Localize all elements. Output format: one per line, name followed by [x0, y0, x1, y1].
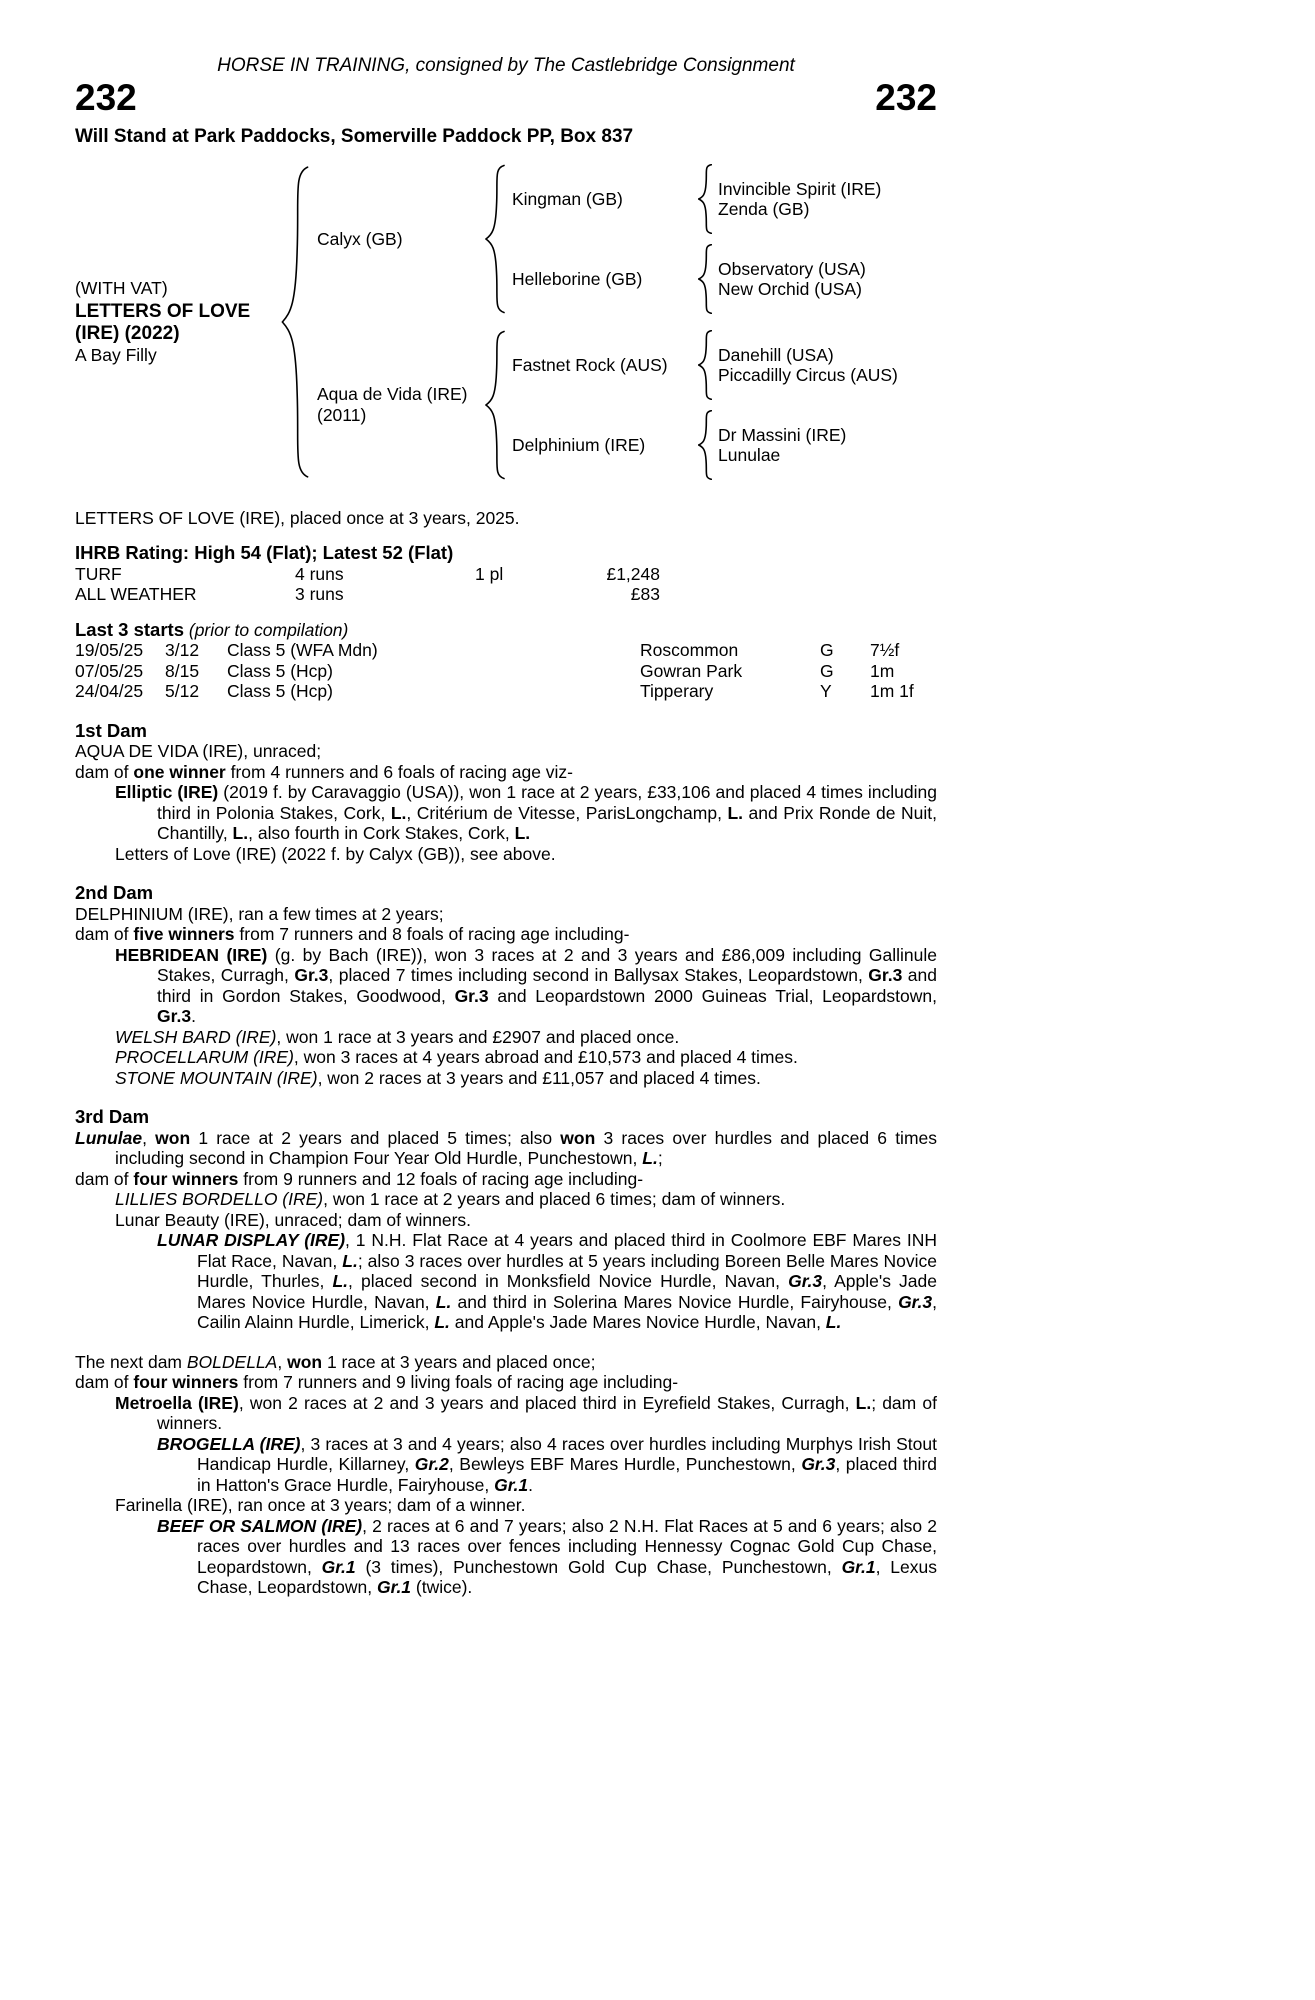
last3-row	[75, 640, 937, 661]
dam-sections	[75, 721, 937, 1598]
text-run: won	[287, 1351, 323, 1372]
brace-icon	[485, 164, 505, 314]
text-run: 3 races over hurdles and placed 6 times including second in Champion Four Year Old Hurdle, Punchestown,	[115, 1127, 938, 1169]
last3-date: 24/04/25	[75, 681, 144, 702]
text-run: Gr.3	[294, 965, 329, 986]
sire-dam-parents	[718, 259, 928, 299]
last3-position: 8/15	[165, 660, 200, 681]
text-run: Gr.1	[841, 1556, 876, 1577]
summary-earnings: £1,248	[606, 563, 660, 584]
last3-distance: 1m 1f	[870, 681, 914, 702]
sire-dam-name: Helleborine (GB)	[512, 268, 643, 289]
text-run: BOLDELLA	[186, 1351, 278, 1372]
last3-class: Class 5 (WFA Mdn)	[227, 640, 378, 661]
summary-surface: ALL WEATHER	[75, 584, 197, 605]
text-run: 1 race at 3 years and placed once;	[322, 1351, 596, 1372]
text-run: BROGELLA (IRE)	[157, 1433, 301, 1454]
text-run: L.	[855, 1392, 872, 1413]
text-run: , also fourth in Cork Stakes, Cork,	[248, 823, 515, 844]
text-run: ; also 3 races over hurdles at 5 years including Boreen Belle Mares Novice Hurdle, Thurles,	[197, 1250, 937, 1292]
pedigree-subject	[75, 278, 281, 366]
last3-going: G	[820, 640, 834, 661]
record-summary	[75, 564, 937, 605]
text-run: five winners	[133, 924, 235, 945]
text-run: L.	[435, 1291, 452, 1312]
last3-row	[75, 681, 937, 702]
sire-parents	[512, 164, 928, 314]
lot-number-row	[75, 76, 937, 118]
text-run: ;	[657, 1148, 663, 1169]
text-run: , won 2 races at 2 and 3 years and placed third in Eyrefield Stakes, Curragh,	[238, 1392, 856, 1413]
text-run: 1 race at 2 years and placed 5 times; also	[190, 1127, 561, 1148]
text-run: , won 3 races at 4 years abroad and £10,573 and placed 4 times.	[293, 1047, 798, 1068]
text-run: and Apple's Jade Mares Novice Hurdle, Navan,	[449, 1312, 826, 1333]
last-starts-block	[75, 620, 937, 702]
dam-name	[317, 384, 485, 425]
catalog-paragraph	[75, 1027, 937, 1048]
catalog-paragraph	[75, 1352, 937, 1373]
dam-dam-parents	[718, 425, 928, 465]
text-run: Lunulae	[75, 1127, 143, 1148]
text-run: BEEF OR SALMON (IRE)	[157, 1515, 363, 1536]
summary-earnings: £83	[630, 584, 660, 605]
text-run: LILLIES BORDELLO (IRE)	[115, 1189, 324, 1210]
brace-icon	[698, 164, 712, 234]
sire-dam-group	[512, 244, 928, 314]
text-run: Gr.1	[376, 1577, 412, 1598]
text-run: won	[560, 1127, 596, 1148]
ancestor-name: Zenda (GB)	[718, 198, 810, 219]
brace-icon	[698, 330, 712, 400]
catalog-paragraph	[75, 1169, 937, 1190]
consignor-line: HORSE IN TRAINING, consigned by The Castlebridge Consignment	[217, 55, 795, 76]
text-run: four winners	[133, 1372, 239, 1393]
last3-track: Roscommon	[640, 640, 739, 661]
text-run: dam of	[75, 924, 134, 945]
last3-date: 19/05/25	[75, 640, 144, 661]
with-vat-label: (WITH VAT)	[75, 277, 168, 298]
text-run: Gr.1	[494, 1474, 529, 1495]
brace-icon	[485, 330, 505, 480]
last3-track: Tipperary	[640, 681, 714, 702]
ancestor-name: Danehill (USA)	[718, 344, 834, 365]
text-run: ,	[277, 1351, 288, 1372]
text-run: L.	[390, 802, 407, 823]
page-content	[75, 56, 937, 1598]
summary-placed	[475, 584, 575, 605]
text-run: dam of	[75, 1168, 134, 1189]
last3-position: 5/12	[165, 681, 200, 702]
pedigree-text-section	[75, 1107, 937, 1333]
subject-name: LETTERS OF LOVE	[75, 301, 251, 323]
text-run: Elliptic (IRE)	[115, 782, 219, 803]
catalog-paragraph	[75, 844, 937, 865]
subject-description: A Bay Filly	[75, 345, 157, 366]
ancestor-name: Dr Massini (IRE)	[718, 424, 847, 445]
catalog-paragraph	[75, 1230, 937, 1333]
catalog-paragraph	[75, 782, 937, 844]
text-run: STONE MOUNTAIN (IRE)	[115, 1067, 318, 1088]
catalog-paragraph	[75, 924, 937, 945]
text-run: L.	[332, 1271, 349, 1292]
brace-icon	[698, 410, 712, 480]
text-run: AQUA DE VIDA (IRE), unraced;	[75, 741, 322, 762]
stand-location-line: Will Stand at Park Paddocks, Somerville Paddock PP, Box 837	[75, 126, 634, 148]
text-run: (2019 f. by Caravaggio (USA)), won 1 race at 2 years, £33,106 and placed 4 times including third in Polonia Stakes, Cork,	[157, 782, 937, 823]
lot-number-right: 232	[875, 76, 937, 118]
text-run: dam of	[75, 761, 134, 782]
catalog-paragraph	[75, 741, 937, 762]
text-run: HEBRIDEAN (IRE)	[115, 944, 268, 965]
text-run: L.	[514, 823, 531, 844]
text-run: Lunar Beauty (IRE), unraced; dam of winners.	[115, 1209, 472, 1230]
text-run: one winner	[133, 761, 226, 782]
subject-suffix: (IRE) (2022)	[75, 323, 180, 345]
text-run: Farinella (IRE), ran once at 3 years; dam of a winner.	[115, 1495, 526, 1516]
text-run: L.	[727, 802, 744, 823]
pedigree-text-section	[75, 721, 937, 865]
sire-sire-group	[512, 164, 928, 234]
text-run: Letters of Love (IRE) (2022 f. by Calyx (GB)), see above.	[115, 843, 556, 864]
section-heading: 2nd Dam	[75, 882, 154, 904]
sire-group	[317, 164, 928, 314]
summary-runs: 3 runs	[295, 584, 344, 605]
dam-name-text: Aqua de Vida (IRE)	[317, 384, 468, 405]
ancestor-name: Observatory (USA)	[718, 258, 866, 279]
text-run: and third in Gordon Stakes, Goodwood,	[157, 965, 938, 1006]
text-run: L.	[642, 1148, 658, 1169]
text-run: PROCELLARUM (IRE)	[115, 1047, 294, 1068]
text-run: ; dam of winners.	[157, 1392, 937, 1434]
ancestor-name: New Orchid (USA)	[718, 278, 862, 299]
last3-class: Class 5 (Hcp)	[227, 660, 333, 681]
text-run: Gr.3	[868, 965, 903, 986]
last3-going: G	[820, 660, 834, 681]
pedigree-text-section	[75, 883, 937, 1088]
last3-going: Y	[820, 681, 832, 702]
dam-sire-name: Fastnet Rock (AUS)	[512, 354, 668, 375]
dam-sire-parents	[718, 345, 928, 385]
catalog-paragraph	[75, 1372, 937, 1393]
text-run: DELPHINIUM (IRE), ran a few times at 2 years;	[75, 903, 444, 924]
lot-number-left: 232	[75, 76, 137, 118]
pedigree-text-section	[75, 1352, 937, 1598]
text-run: , 2 races at 6 and 7 years; also 2 N.H. Flat Races at 5 and 6 years; also 2 races over hurdles and 13 races over fences including Hennessy Cognac Gold Cup Chase, Leopardstown,	[197, 1515, 937, 1577]
section-heading: 1st Dam	[75, 719, 147, 741]
brace-icon	[281, 164, 309, 480]
rating-line: IHRB Rating: High 54 (Flat); Latest 52 (Flat)	[75, 542, 454, 564]
brace-icon	[698, 244, 712, 314]
text-run: ,	[142, 1127, 156, 1148]
ancestor-name: Piccadilly Circus (AUS)	[718, 364, 898, 385]
text-run: , won 2 races at 3 years and £11,057 and placed 4 times.	[317, 1067, 761, 1088]
text-run: Gr.1	[321, 1556, 356, 1577]
last-starts-title	[75, 620, 937, 641]
text-run: .	[528, 1474, 534, 1495]
text-run: , 3 races at 3 and 4 years; also 4 races over hurdles including Murphys Irish Stout Handicap Hurdle, Killarney,	[197, 1433, 937, 1475]
last3-distance: 7½f	[870, 640, 900, 661]
text-run: Metroella (IRE)	[115, 1392, 239, 1413]
last3-date: 07/05/25	[75, 660, 144, 681]
text-run: Gr.3	[801, 1454, 836, 1475]
dam-year: (2011)	[317, 404, 367, 425]
catalog-paragraph	[75, 1434, 937, 1496]
summary-runs: 4 runs	[295, 563, 344, 584]
last-starts-title-bold: Last 3 starts	[75, 618, 184, 640]
dam-parents	[512, 330, 928, 480]
ancestor-name: Invincible Spirit (IRE)	[718, 178, 882, 199]
catalog-paragraph	[75, 762, 937, 783]
text-run: L.	[232, 823, 249, 844]
dam-group	[317, 330, 928, 480]
pedigree-diagram	[75, 164, 937, 480]
ancestor-name: Lunulae	[718, 444, 781, 465]
text-run: and Prix Ronde de Nuit, Chantilly,	[157, 802, 937, 844]
catalog-paragraph	[75, 1068, 937, 1089]
catalog-paragraph	[75, 1516, 937, 1598]
sire-sire-parents	[718, 179, 928, 219]
catalog-paragraph	[75, 1128, 937, 1169]
text-run: Gr.3	[898, 1291, 933, 1312]
text-run: and third in Solerina Mares Novice Hurdle, Fairyhouse,	[451, 1291, 899, 1312]
text-run: from 4 runners and 6 foals of racing age viz-	[225, 761, 574, 782]
sire-sire-name: Kingman (GB)	[512, 188, 623, 209]
last3-distance: 1m	[870, 660, 895, 681]
text-run: , won 1 race at 3 years and £2907 and placed once.	[276, 1026, 680, 1047]
text-run: , Cailin Alainn Hurdle, Limerick,	[197, 1291, 937, 1333]
last3-rows	[75, 640, 937, 702]
last3-track: Gowran Park	[640, 660, 743, 681]
text-run: (g. by Bach (IRE)), won 3 races at 2 and 3 years and £86,009 including Gallinule Stakes, Curragh,	[157, 944, 937, 986]
summary-surface: TURF	[75, 563, 122, 584]
text-run: , placed third in Hatton's Grace Hurdle, Fairyhouse,	[197, 1454, 937, 1495]
text-run: Gr.3	[454, 985, 489, 1006]
text-run: L.	[825, 1312, 842, 1333]
dam-sire-group	[512, 330, 928, 400]
text-run: four winners	[133, 1168, 239, 1189]
text-run: L.	[342, 1250, 358, 1271]
text-run: Gr.3	[157, 1006, 192, 1027]
dam-dam-name: Delphinium (IRE)	[512, 434, 646, 455]
last3-class: Class 5 (Hcp)	[227, 681, 333, 702]
text-run: won	[155, 1127, 191, 1148]
text-run: from 9 runners and 12 foals of racing age including-	[238, 1168, 644, 1189]
text-run: , Bewleys EBF Mares Hurdle, Punchestown,	[448, 1454, 802, 1475]
text-run: WELSH BARD (IRE)	[115, 1026, 277, 1047]
sire-name: Calyx (GB)	[317, 228, 403, 249]
text-run: and Leopardstown 2000 Guineas Trial, Leopardstown,	[488, 985, 937, 1006]
text-run: from 7 runners and 8 foals of racing age including-	[234, 924, 630, 945]
last3-row	[75, 661, 937, 682]
text-run: , Lexus Chase, Leopardstown,	[197, 1556, 937, 1598]
catalog-paragraph	[75, 945, 937, 1027]
text-run: Gr.3	[788, 1271, 823, 1292]
text-run: (3 times), Punchestown Gold Cup Chase, Punchestown,	[355, 1556, 842, 1577]
text-run: , won 1 race at 2 years and placed 6 times; dam of winners.	[323, 1189, 786, 1210]
text-run: , Critérium de Vitesse, ParisLongchamp,	[406, 802, 728, 823]
last-starts-title-note: (prior to compilation)	[184, 619, 349, 640]
record-summary-row	[75, 584, 937, 605]
record-summary-row	[75, 564, 937, 585]
catalog-paragraph	[75, 1495, 937, 1516]
text-run: .	[191, 1006, 196, 1027]
summary-placed: 1 pl	[475, 563, 504, 584]
catalog-paragraph	[75, 904, 937, 925]
text-run: from 7 runners and 9 living foals of racing age including-	[238, 1372, 679, 1393]
text-run: , Apple's Jade Mares Novice Hurdle, Navan,	[197, 1271, 937, 1312]
text-run: , placed 7 times including second in Ballysax Stakes, Leopardstown,	[328, 965, 869, 986]
text-run: (twice).	[411, 1577, 473, 1598]
catalog-paragraph	[75, 1047, 937, 1068]
last3-position: 3/12	[165, 640, 200, 661]
text-run: , 1 N.H. Flat Race at 4 years and placed third in Coolmore EBF Mares INH Flat Race, Navan,	[197, 1230, 937, 1271]
text-run: Gr.2	[414, 1454, 449, 1475]
pedigree-generation-1	[317, 164, 928, 480]
section-heading: 3rd Dam	[75, 1106, 150, 1128]
catalog-paragraph	[75, 1210, 937, 1231]
catalog-paragraph	[75, 1393, 937, 1434]
text-run: L.	[434, 1312, 450, 1333]
dam-dam-group	[512, 410, 928, 480]
text-run: LUNAR DISPLAY (IRE)	[157, 1230, 346, 1251]
text-run: dam of	[75, 1372, 134, 1393]
race-record-summary-line: LETTERS OF LOVE (IRE), placed once at 3 years, 2025.	[75, 507, 520, 528]
text-run: , placed second in Monksfield Novice Hurdle, Navan,	[348, 1271, 789, 1292]
catalog-paragraph	[75, 1189, 937, 1210]
text-run: The next dam	[75, 1351, 187, 1372]
